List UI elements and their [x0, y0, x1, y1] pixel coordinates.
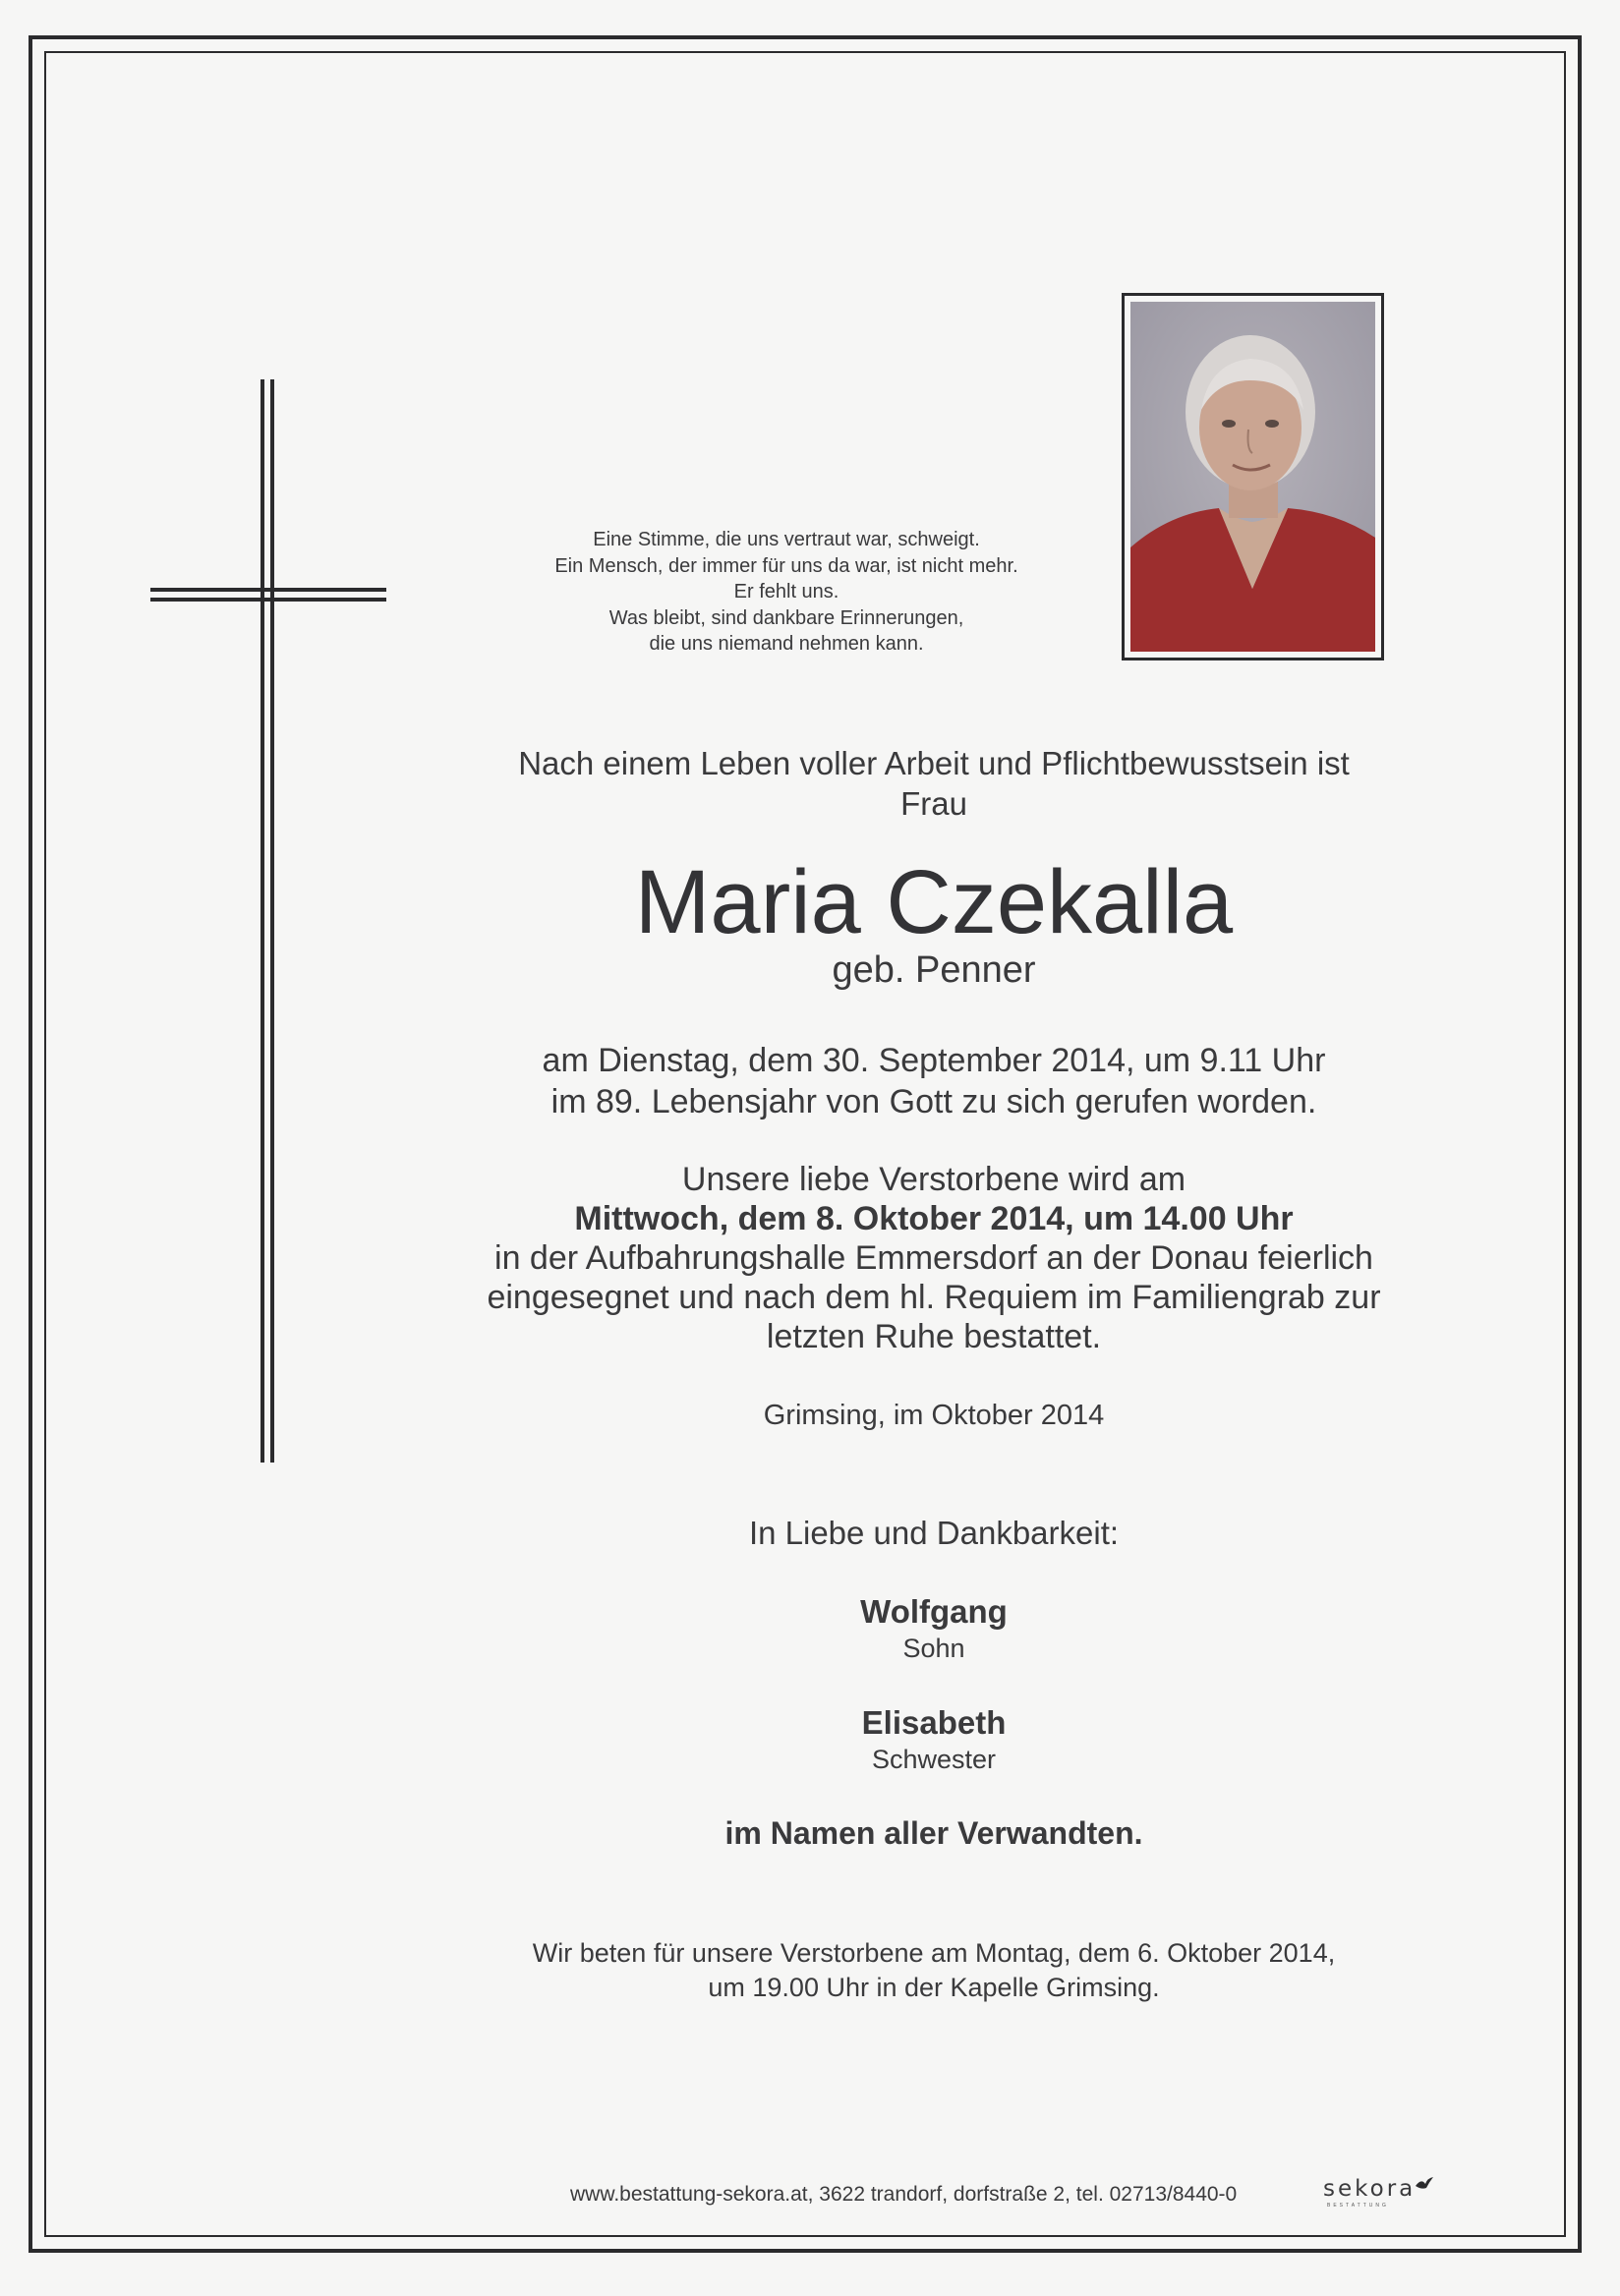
mourner	[442, 1703, 1425, 1776]
intro-line: Nach einem Leben voller Arbeit und Pflichtbewusstsein ist	[518, 745, 1350, 781]
funeral-line: in der Aufbahrungshalle Emmersdorf an der Donau feierlich	[494, 1239, 1373, 1277]
logo-subtext: BESTATTUNG	[1327, 2203, 1389, 2209]
relatives-line: im Namen aller Verwandten.	[724, 1815, 1143, 1851]
funeral-datetime: Mittwoch, dem 8. Oktober 2014, um 14.00 Uhr	[574, 1200, 1294, 1237]
cross-vertical-line-left	[260, 379, 264, 1463]
poem	[492, 527, 1081, 658]
poem-line: die uns niemand nehmen kann.	[649, 633, 924, 655]
deceased-name: Maria Czekalla	[634, 852, 1234, 952]
intro-text	[442, 743, 1425, 824]
place-date: Grimsing, im Oktober 2014	[763, 1400, 1105, 1431]
mourner-relation: Schwester	[871, 1745, 997, 1774]
cross-vertical-line-right	[270, 379, 274, 1463]
cross-horizontal-line-bottom	[150, 598, 386, 602]
prayer-notice	[442, 1936, 1425, 2005]
funeral-line: eingesegnet und nach dem hl. Requiem im Familiengrab zur	[487, 1279, 1381, 1316]
mourner	[442, 1592, 1425, 1665]
portrait-photo	[1130, 302, 1375, 652]
death-line: im 89. Lebensjahr von Gott zu sich gerufen worden.	[550, 1083, 1317, 1120]
poem-line: Was bleibt, sind dankbare Erinnerungen,	[608, 606, 964, 629]
footer-contact: www.bestattung-sekora.at, 3622 trandorf, dorfstraße 2, tel. 02713/8440-0	[570, 2183, 1238, 2206]
mourner-name: Wolfgang	[860, 1593, 1008, 1630]
funeral-line: letzten Ruhe bestattet.	[766, 1318, 1102, 1355]
company-logo	[1323, 2176, 1441, 2215]
intro-line: Frau	[900, 785, 967, 822]
portrait-illustration	[1130, 302, 1375, 652]
mourner-name: Elisabeth	[861, 1704, 1007, 1741]
bird-icon	[1414, 2176, 1435, 2192]
poem-line: Ein Mensch, der immer für uns da war, ist nicht mehr.	[554, 554, 1018, 577]
mourner-relation: Sohn	[902, 1634, 965, 1663]
portrait-frame	[1122, 293, 1384, 660]
prayer-line: Wir beten für unsere Verstorbene am Montag, dem 6. Oktober 2014,	[532, 1938, 1336, 1968]
logo-text: sekora	[1323, 2176, 1417, 2202]
mourners-intro: In Liebe und Dankbarkeit:	[748, 1515, 1120, 1551]
birth-name: geb. Penner	[832, 949, 1036, 991]
poem-line: Er fehlt uns.	[733, 581, 839, 603]
cross-horizontal-line-top	[150, 588, 386, 592]
death-notice	[442, 1040, 1425, 1122]
death-line: am Dienstag, dem 30. September 2014, um 9.11 Uhr	[542, 1042, 1326, 1079]
funeral-line: Unsere liebe Verstorbene wird am	[681, 1161, 1186, 1198]
prayer-line: um 19.00 Uhr in der Kapelle Grimsing.	[708, 1973, 1160, 2002]
funeral-notice	[442, 1160, 1425, 1356]
poem-line: Eine Stimme, die uns vertraut war, schweigt.	[593, 529, 980, 550]
